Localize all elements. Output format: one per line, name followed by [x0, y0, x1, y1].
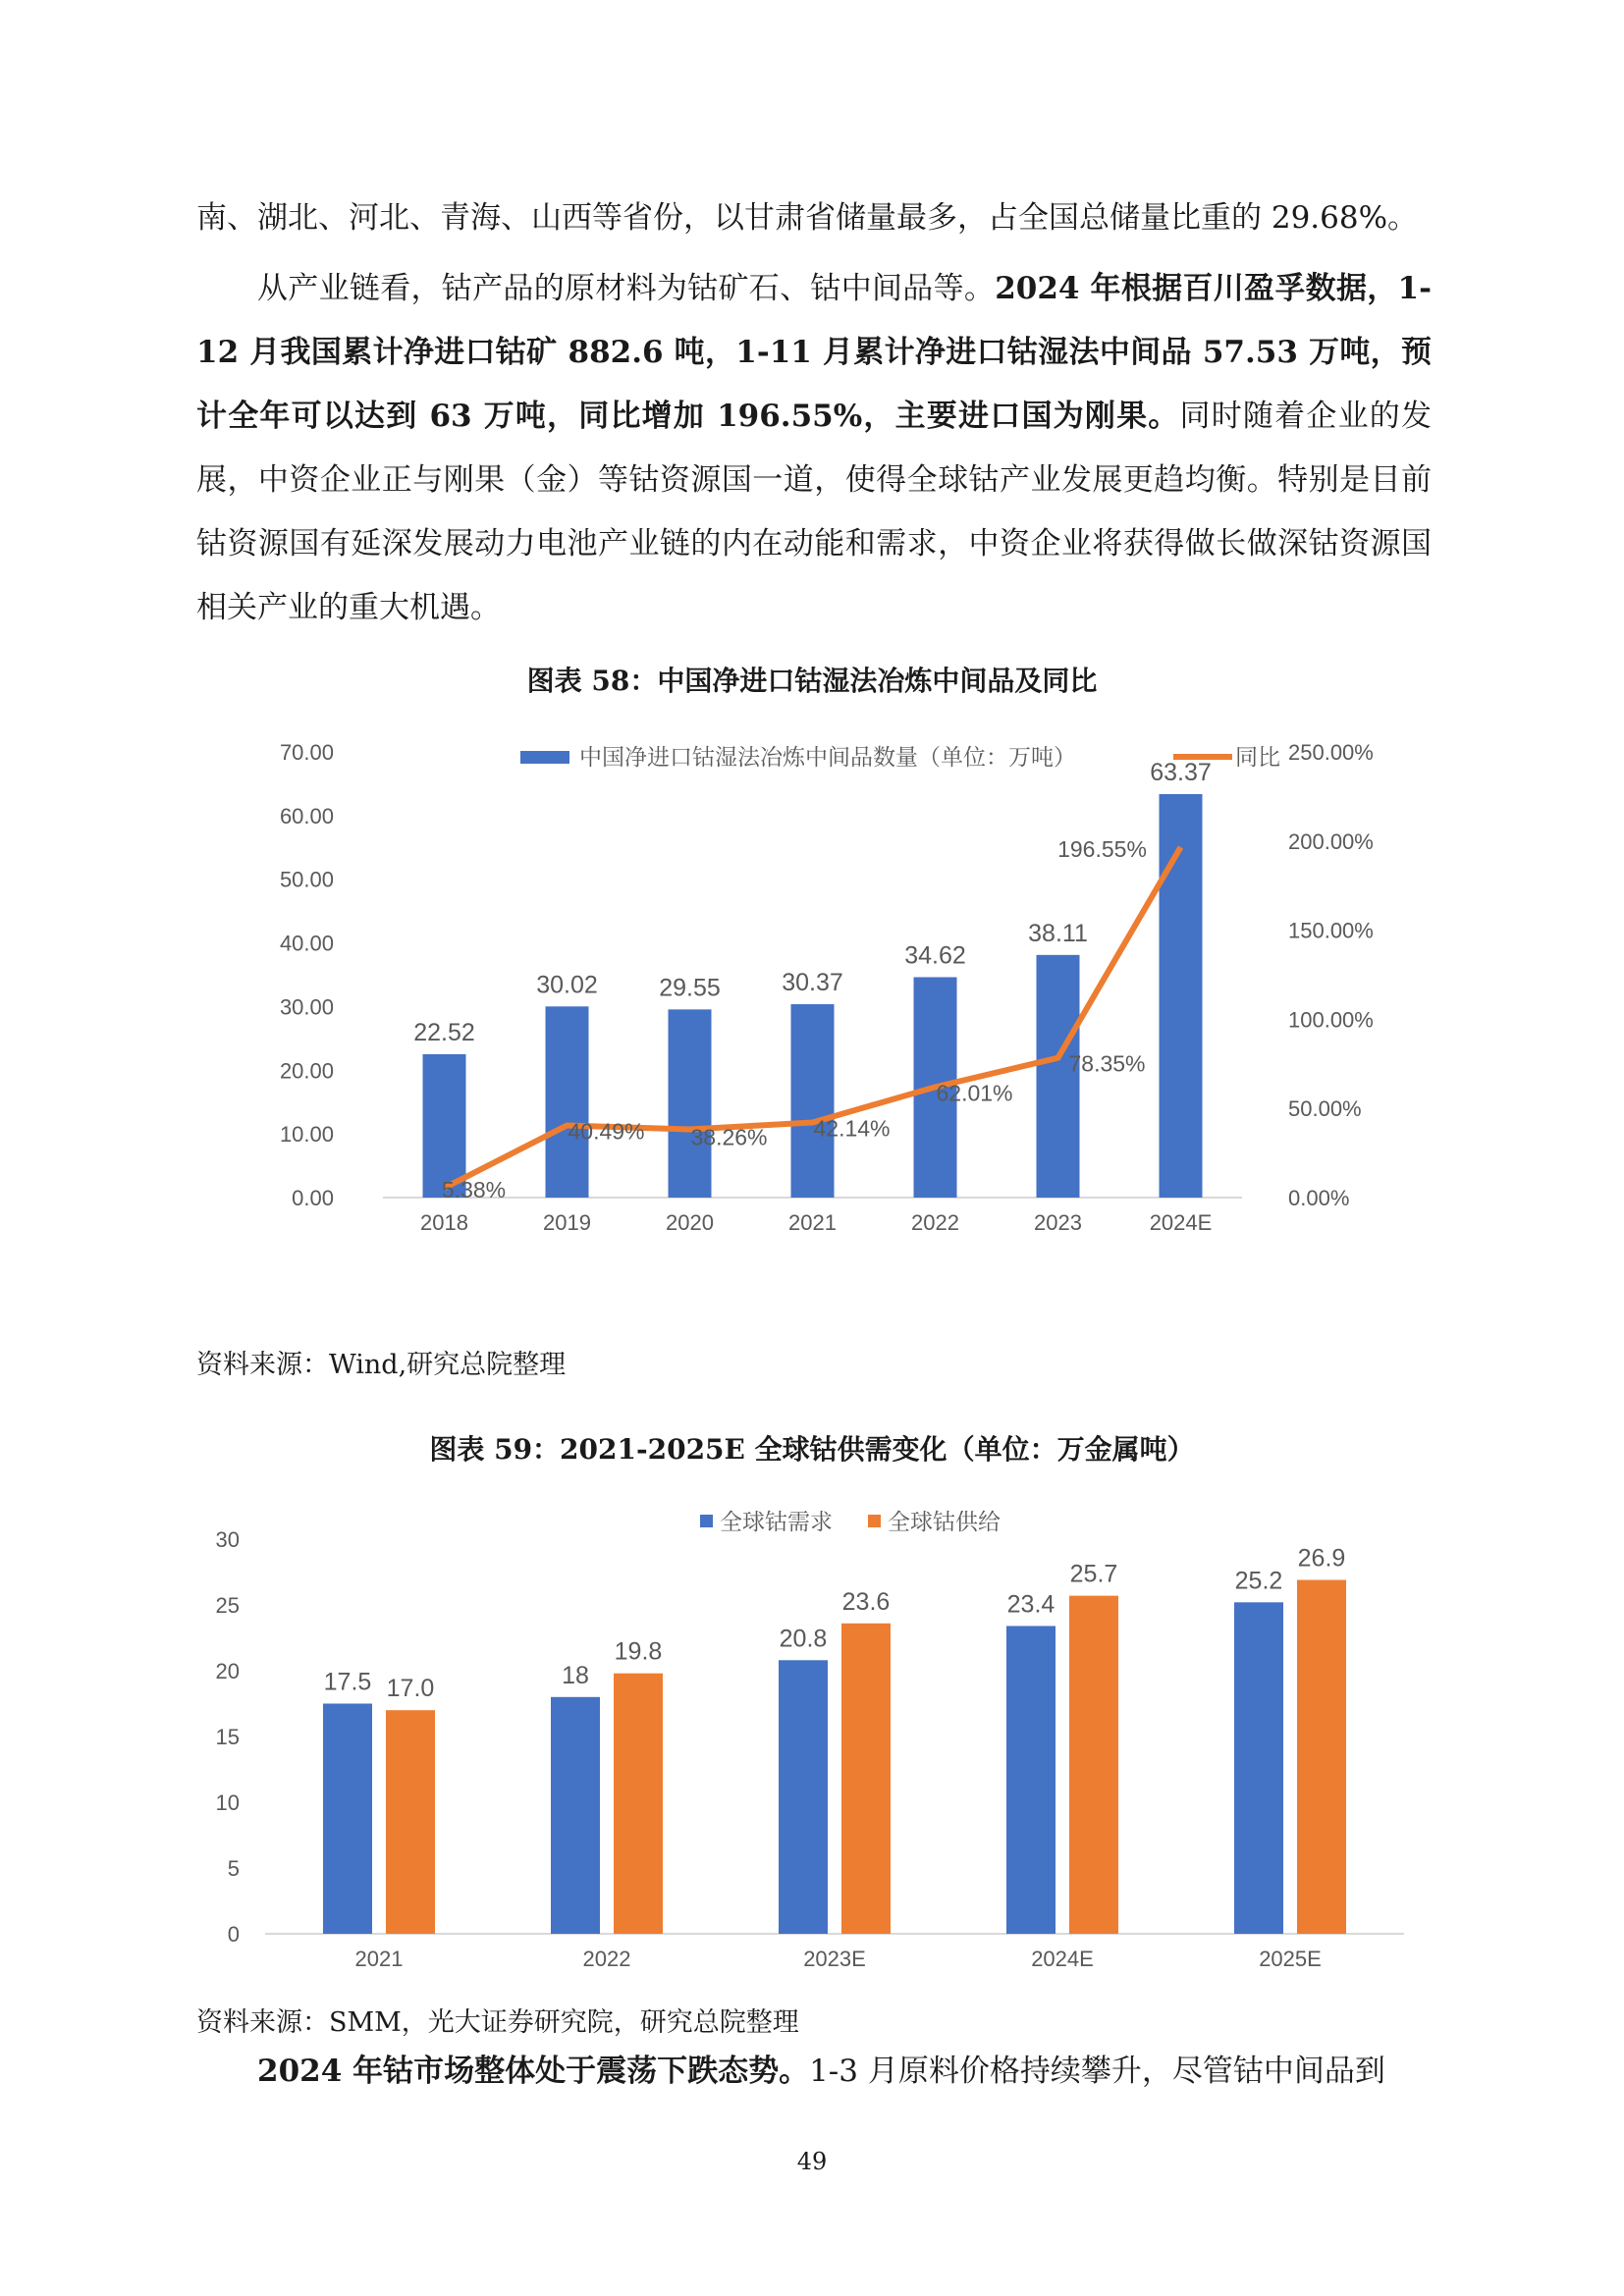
bar-data-label: 20.8: [779, 1625, 828, 1653]
paragraph-1-text: 南、湖北、河北、青海、山西等省份，以甘肃省储量最多，占全国总储量比重的 29.68%。: [196, 200, 1419, 236]
line-data-label: 38.26%: [690, 1124, 768, 1150]
x-axis-tick-label: 2024E: [1031, 1947, 1094, 1971]
y-axis-tick-label: 10: [215, 1790, 240, 1815]
y-axis-tick-label: 50.00: [279, 867, 334, 892]
bar-demand-2024E: [1006, 1626, 1056, 1934]
x-axis-tick-label: 2024E: [1149, 1210, 1213, 1235]
bar-data-label: 26.9: [1297, 1544, 1346, 1573]
line-data-label: 78.35%: [1068, 1050, 1146, 1077]
figure-58-title: 图表 58：中国净进口钴湿法冶炼中间品及同比: [526, 665, 1098, 697]
y-axis-tick-label: 20: [215, 1659, 240, 1683]
bar-data-label: 30.37: [782, 969, 843, 997]
bar-2018: [423, 1054, 466, 1198]
y2-axis-tick-label: 200.00%: [1288, 828, 1374, 854]
bar-demand-2021: [323, 1704, 372, 1935]
paragraph-3: [196, 2040, 1432, 2104]
bar-supply-2025E: [1297, 1580, 1346, 1934]
bar-data-label: 63.37: [1150, 759, 1212, 787]
bar-2019: [546, 1006, 589, 1198]
x-axis-tick-label: 2025E: [1259, 1947, 1322, 1971]
y-axis-tick-label: 30.00: [279, 994, 334, 1020]
y-axis-tick-label: 15: [215, 1725, 240, 1749]
line-data-label: 62.01%: [936, 1080, 1013, 1106]
paragraph-2-lead: 从产业链看，钴产品的原材料为钴矿石、钴中间品等。: [257, 271, 996, 306]
bar-supply-2022: [614, 1674, 663, 1934]
bar-demand-2023E: [779, 1660, 828, 1934]
paragraph-3-text: 1-3 月原料价格持续攀升，尽管钴中间品到: [809, 2054, 1385, 2089]
line-data-label: 42.14%: [813, 1115, 891, 1142]
bar-data-label: 38.11: [1028, 919, 1088, 947]
chart-59: [0, 1492, 1624, 1983]
figure-59-title: 图表 59：2021-2025E 全球钴供需变化（单位：万金属吨）: [429, 1433, 1195, 1466]
x-axis-tick-label: 2022: [911, 1210, 959, 1235]
y-axis-tick-label: 60.00: [279, 803, 334, 828]
y2-axis-tick-label: 150.00%: [1288, 918, 1374, 943]
legend-swatch-demand: [700, 1515, 713, 1527]
x-axis-tick-label: 2023: [1034, 1210, 1082, 1235]
x-axis-tick-label: 2019: [543, 1210, 591, 1235]
legend-label-supply: 全球钴供给: [888, 1509, 1001, 1534]
bar-supply-2023E: [841, 1624, 891, 1934]
bar-data-label: 17.0: [386, 1675, 435, 1703]
y-axis-tick-label: 0: [227, 1922, 240, 1947]
chart-58: [0, 726, 1624, 1256]
x-axis-tick-label: 2022: [582, 1947, 631, 1971]
bar-data-label: 29.55: [659, 974, 721, 1002]
paragraph-2-bold: 2024 年根据百川盈孚数据，1-12 月我国累计净进口钴矿 882.6 吨，1-11 月累计净进口钴湿法中间品 57.53 万吨，预计全年可以达到 63 万吨，同比增加 196.55%，主要进口国为刚果。: [196, 271, 1432, 434]
paragraph-2: [196, 257, 1432, 640]
paragraph-3-bold: 2024 年钴市场整体处于震荡下跌态势。: [257, 2054, 810, 2089]
bar-2021: [791, 1004, 835, 1198]
y-axis-tick-label: 5: [227, 1856, 240, 1881]
line-data-label: 196.55%: [1057, 836, 1147, 863]
x-axis-tick-label: 2021: [788, 1210, 837, 1235]
bar-data-label: 22.52: [413, 1018, 475, 1046]
bar-2020: [669, 1009, 712, 1198]
bar-data-label: 23.6: [841, 1587, 891, 1616]
y-axis-tick-label: 40.00: [279, 931, 334, 956]
bar-data-label: 18: [562, 1661, 589, 1689]
legend-label-line: 同比: [1235, 744, 1280, 770]
x-axis-tick-label: 2020: [666, 1210, 714, 1235]
bar-demand-2022: [551, 1697, 600, 1934]
bar-supply-2021: [386, 1710, 435, 1934]
y-axis-tick-label: 0.00: [292, 1186, 334, 1210]
y-axis-tick-label: 10.00: [279, 1122, 334, 1148]
y2-axis-tick-label: 100.00%: [1288, 1007, 1374, 1033]
bar-2024E: [1160, 794, 1203, 1198]
line-data-label: 40.49%: [568, 1118, 645, 1145]
bar-data-label: 19.8: [614, 1637, 663, 1666]
bar-data-label: 34.62: [904, 941, 966, 970]
figure-59-source: 资料来源：SMM，光大证券研究院，研究总院整理: [196, 2007, 799, 2038]
y-axis-tick-label: 25: [215, 1593, 240, 1618]
y-axis-tick-label: 20.00: [279, 1058, 334, 1084]
y-axis-tick-label: 70.00: [279, 740, 334, 765]
legend-swatch-supply: [868, 1515, 881, 1527]
y2-axis-tick-label: 50.00%: [1288, 1096, 1362, 1122]
bar-data-label: 25.2: [1234, 1567, 1283, 1595]
legend-label-demand: 全球钴需求: [720, 1509, 833, 1534]
bar-data-label: 17.5: [323, 1668, 372, 1696]
y-axis-tick-label: 30: [215, 1527, 240, 1552]
bar-data-label: 23.4: [1006, 1590, 1056, 1619]
paragraph-2-rest: 同时随着企业的发展，中资企业正与刚果（金）等钴资源国一道，使得全球钴产业发展更趋均衡。特别是目前钴资源国有延深发展动力电池产业链的内在动能和需求，中资企业将获得做长做深钴资源国相关产业的重大机遇。: [196, 399, 1432, 625]
paragraph-1: [196, 187, 1432, 250]
bar-data-label: 25.7: [1069, 1560, 1118, 1588]
legend-label-bars: 中国净进口钴湿法冶炼中间品数量（单位：万吨）: [579, 744, 1076, 770]
x-axis-tick-label: 2023E: [803, 1947, 866, 1971]
bar-supply-2024E: [1069, 1596, 1118, 1934]
x-axis-tick-label: 2021: [354, 1947, 404, 1971]
line-data-label: 5.38%: [441, 1177, 507, 1203]
page-number: 49: [796, 2148, 828, 2175]
y2-axis-tick-label: 0.00%: [1288, 1186, 1350, 1210]
figure-58-source: 资料来源：Wind,研究总院整理: [196, 1350, 567, 1380]
bar-demand-2025E: [1234, 1602, 1283, 1934]
bar-data-label: 30.02: [536, 971, 598, 999]
x-axis-tick-label: 2018: [420, 1210, 468, 1235]
legend-swatch-bars: [520, 751, 569, 764]
y2-axis-tick-label: 250.00%: [1288, 740, 1374, 765]
